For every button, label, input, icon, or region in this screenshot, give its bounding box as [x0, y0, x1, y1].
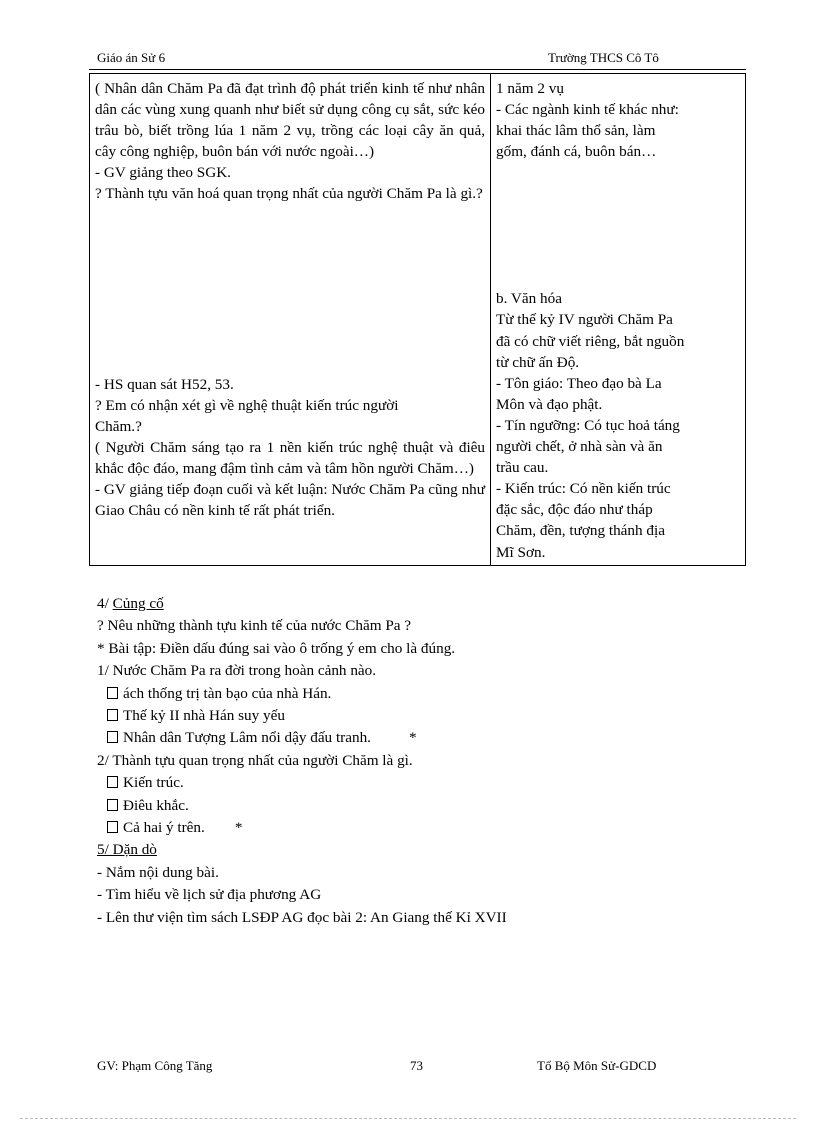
hs-note: - HS quan sát H52, 53.	[95, 375, 234, 393]
checkbox-icon[interactable]	[107, 709, 118, 721]
text-line: cây công nghiệp, buôn bán với nước ngoài…)	[95, 143, 375, 161]
section-title: Củng cố	[112, 595, 164, 612]
text-line: trầu cau.	[496, 459, 549, 477]
exercise-question-2: 2/ Thành tựu quan trọng nhất của người Chăm là gì.	[97, 751, 413, 769]
checkbox-icon[interactable]	[107, 687, 118, 699]
lesson-after-table	[97, 593, 737, 929]
teacher-student-activity-cell	[90, 74, 491, 566]
text-line: phát triển.	[273, 502, 335, 520]
lesson-table	[89, 73, 746, 566]
text-line: ? Em có nhận xét gì về nghệ thuật kiến trúc người	[95, 396, 399, 414]
conclusion	[95, 479, 485, 521]
checkbox-icon[interactable]	[107, 731, 118, 743]
text-line: Chăm.?	[95, 417, 142, 435]
correct-mark: *	[408, 729, 417, 747]
text-line: - GV giảng tiếp đoạn cuối và kết luận: Nước	[95, 481, 366, 499]
text-line: Chăm Pa cũng như Giao Châu có nền kinh tế rất	[95, 481, 485, 520]
text-line: người chết, ở nhà sàn và ăn	[496, 438, 663, 456]
text-line: gốm, đánh cá, buôn bán…	[496, 143, 657, 161]
text-line: Mĩ Sơn.	[496, 543, 546, 561]
checkbox-icon[interactable]	[107, 776, 118, 788]
text-line: 1 năm 2 vụ	[496, 80, 564, 97]
text-line: biết sử dụng công cụ sắt, sức kéo trâu bò, biết	[95, 101, 485, 140]
option-label: Thế kỷ II nhà Hán suy yếu	[123, 707, 285, 725]
footer-department: Tổ Bộ Môn Sử-GDCD	[537, 1058, 657, 1073]
text-line: ? Thành tựu văn hoá quan trọng nhất của người	[95, 185, 383, 203]
exercise-question-1: 1/ Nước Chăm Pa ra đời trong hoàn cảnh nào.	[97, 662, 377, 680]
checkbox-icon[interactable]	[107, 821, 118, 833]
gv-note: - GV giảng theo SGK.	[95, 164, 231, 182]
text-line: và tâm hồn người Chăm…)	[306, 459, 474, 477]
culture-title: b. Văn hóa	[496, 290, 562, 308]
architecture-question	[95, 395, 485, 437]
header-rule	[89, 69, 746, 70]
text-line: - Kiến trúc: Có nền kiến trúc	[496, 480, 671, 498]
text-line: khai thác lâm thổ sản, làm	[496, 122, 656, 140]
text-line: - Tín ngưỡng: Có tục hoả táng	[496, 416, 680, 434]
correct-mark: *	[234, 819, 243, 837]
text-line: ( Nhân dân Chăm Pa đã đạt trình độ phát triển	[95, 80, 378, 97]
homework-item: - Nắm nội dung bài.	[97, 863, 219, 881]
header-school: Trường THCS Cô Tô	[548, 50, 659, 65]
checkbox-icon[interactable]	[107, 799, 118, 811]
page-bottom-divider	[20, 1118, 796, 1119]
footer-teacher: GV: Phạm Công Tăng	[97, 1058, 213, 1073]
text-line: thuật và điêu khắc độc đáo, mang đậm tình cảm	[95, 438, 485, 477]
exercise-instruction: * Bài tập: Điền dấu đúng sai vào ô trống ý em cho là đúng.	[97, 639, 456, 657]
text-line: Chăm Pa là gì.?	[386, 185, 483, 203]
section-number: 4/	[97, 595, 109, 612]
spacer	[496, 162, 740, 288]
section-consolidate-heading	[97, 593, 737, 615]
homework-item: - Tìm hiểu về lịch sử địa phương AG	[97, 886, 322, 904]
review-question: ? Nêu những thành tựu kinh tế của nước Chăm Pa ?	[97, 617, 412, 635]
text-line: trồng lúa 1 năm 2 vụ, trồng các loại cây ăn quả,	[177, 122, 486, 140]
header-subject: Giáo án Sử 6	[97, 50, 166, 65]
content-cell	[491, 74, 746, 566]
text-line: kinh tế như nhân dân các vùng xung quanh như	[95, 80, 486, 119]
answer-option	[97, 772, 737, 794]
text-line: Từ thế kỷ IV người Chăm Pa	[496, 311, 673, 329]
answer-option	[97, 705, 737, 727]
text-line: đặc sắc, độc đáo như tháp	[496, 501, 653, 519]
spacer	[95, 205, 485, 374]
option-label: ách thống trị tàn bạo của nhà Hán.	[123, 684, 332, 702]
option-label: Nhân dân Tượng Lâm nổi dậy đấu tranh.	[123, 729, 371, 747]
text-line: ( Người Chăm sáng tạo ra 1 nền kiến trúc nghệ	[95, 438, 398, 456]
section-homework-heading: 5/ Dặn dò	[97, 841, 157, 859]
text-line: - Các ngành kinh tế khác như:	[496, 101, 679, 119]
text-line: từ chữ ấn Độ.	[496, 353, 580, 371]
table-row	[90, 74, 746, 566]
answer-option	[97, 727, 737, 749]
option-label: Cả hai ý trên.	[123, 819, 205, 837]
answer-option	[97, 817, 737, 839]
option-label: Điêu khắc.	[123, 796, 189, 814]
architecture-answer	[95, 437, 485, 479]
culture-question	[95, 183, 485, 204]
homework-item: - Lên thư viện tìm sách LSĐP AG đọc bài 2: An Giang thế Kỉ XVII	[97, 908, 507, 926]
footer-page-number: 73	[410, 1058, 423, 1073]
text-line: Chăm, đền, tượng thánh địa	[496, 522, 665, 540]
answer-option	[97, 683, 737, 705]
text-line: - Tôn giáo: Theo đạo bà La	[496, 374, 662, 392]
option-label: Kiến trúc.	[123, 774, 184, 792]
text-line: đã có chữ viết riêng, bắt nguồn	[496, 332, 685, 350]
economy-answer	[95, 78, 485, 162]
text-line: Môn và đạo phật.	[496, 395, 603, 413]
answer-option	[97, 795, 737, 817]
